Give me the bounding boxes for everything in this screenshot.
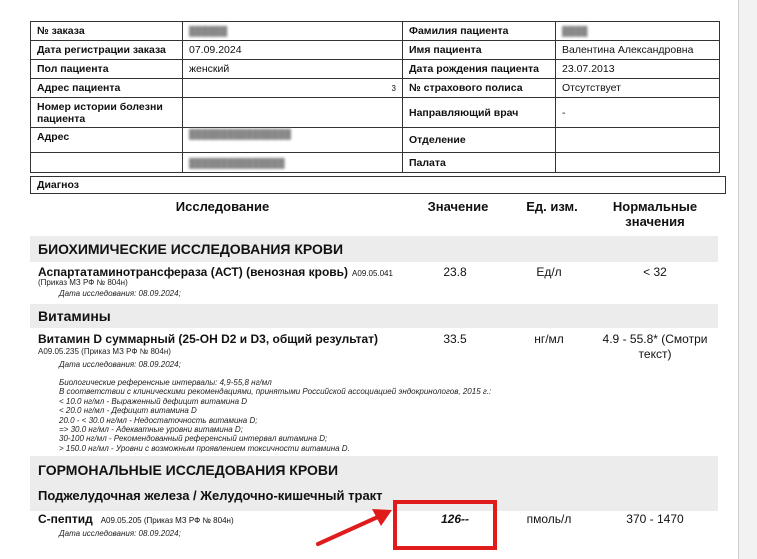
ast-date: Дата исследования: 08.09.2024; [59, 289, 181, 298]
patient-info-table [30, 21, 720, 173]
value-address-cont [183, 153, 403, 173]
label-insurance-number: № страхового полиса [403, 79, 556, 98]
value-referring-doctor: - [556, 98, 720, 128]
label-history-number: Номер истории болезни пациента [31, 98, 183, 128]
col-header-value: Значение [427, 199, 489, 214]
diagnosis-row [30, 176, 726, 194]
note-line: 20.0 - < 30.0 нг/мл - Недостаточность витамина D; [59, 415, 258, 425]
label-patient-address: Адрес пациента [31, 79, 183, 98]
vitd-reference-note [59, 378, 491, 453]
test-name-cpeptide [38, 512, 234, 526]
redacted-text: ███████████████ [189, 157, 285, 168]
section-band-vitamins [30, 304, 718, 328]
label-diagnosis: Диагноз [37, 179, 79, 191]
value-order-number [183, 22, 403, 41]
section-title-pancreas: Поджелудочная железа / Желудочно-кишечный тракт [38, 488, 383, 503]
value-department [556, 128, 720, 153]
col-header-study: Исследование [175, 199, 270, 214]
label-patient-name: Имя пациента [403, 41, 556, 60]
info-row-address2 [31, 128, 720, 153]
info-row-registration [31, 41, 720, 60]
ast-order: (Приказ МЗ РФ № 804н) [38, 278, 128, 287]
note-line: В соответствии с клиническими рекомендациями, принятыми Российской ассоциацией эндокринологов, 2015 г.: [59, 387, 492, 397]
ast-normal: < 32 [643, 265, 667, 279]
ast-code: A09.05.041 [352, 269, 393, 278]
section-title-hormones: ГОРМОНАЛЬНЫЕ ИССЛЕДОВАНИЯ КРОВИ [38, 462, 339, 478]
label-birth-date: Дата рождения пациента [403, 60, 556, 79]
vitd-normal: 4.9 - 55.8* (Смотри текст) [602, 332, 708, 361]
page-edge [738, 0, 757, 559]
vitd-order: A09.05.235 (Приказ МЗ РФ № 804н) [38, 347, 171, 356]
col-header-unit: Ед. изм. [526, 199, 578, 214]
test-name-vitd [38, 332, 378, 346]
section-title-vitamins: Витамины [38, 308, 111, 324]
cpeptide-value: 126-- [440, 512, 469, 526]
cpeptide-date: Дата исследования: 08.09.2024; [59, 529, 181, 538]
red-arrow-icon [310, 500, 400, 559]
vitd-unit: нг/мл [534, 332, 564, 346]
vitd-date: Дата исследования: 08.09.2024; [59, 360, 181, 369]
value-patient-name: Валентина Александровна [556, 41, 720, 60]
value-address [183, 128, 403, 153]
label-empty [31, 153, 183, 173]
value-registration-date: 07.09.2024 [183, 41, 403, 60]
col-header-normal: Нормальные значения [612, 199, 698, 229]
label-address: Адрес [31, 128, 183, 153]
ast-value: 23.8 [443, 265, 467, 279]
label-order-number: № заказа [31, 22, 183, 41]
redacted-text: ██████ [189, 26, 228, 36]
section-title-biochem: БИОХИМИЧЕСКИЕ ИССЛЕДОВАНИЯ КРОВИ [38, 241, 344, 257]
value-patient-surname [556, 22, 720, 41]
cpeptide-normal: 370 - 1470 [626, 512, 684, 526]
info-row-order [31, 22, 720, 41]
ast-name-text: Аспартатаминотрансфераза (АСТ) (венозная кровь) [38, 265, 349, 279]
info-row-ward [31, 153, 720, 173]
label-patient-surname: Фамилия пациента [403, 22, 556, 41]
label-registration-date: Дата регистрации заказа [31, 41, 183, 60]
value-sex: женский [183, 60, 403, 79]
value-history-number [183, 98, 403, 128]
ast-unit: Ед/л [536, 265, 562, 279]
value-patient-address: 3 [183, 79, 403, 98]
info-row-address [31, 79, 720, 98]
note-line: => 30.0 нг/мл - Адекватные уровни витамина D; [59, 425, 243, 435]
test-name-ast [38, 265, 393, 279]
note-line: > 150.0 нг/мл - Уровни с возможным проявлением токсичности витамина D. [59, 443, 350, 453]
value-ward [556, 153, 720, 173]
vitd-name-text: Витамин D суммарный (25-OH D2 и D3, общий результат) [38, 332, 379, 346]
redacted-text: ████ [562, 26, 588, 36]
section-band-biochem [30, 236, 718, 262]
info-row-sex [31, 60, 720, 79]
label-department: Отделение [403, 128, 556, 153]
info-row-history [31, 98, 720, 128]
vitd-value: 33.5 [443, 332, 467, 346]
highlight-box [393, 500, 497, 550]
note-line: < 10.0 нг/мл - Выраженный дефицит витамина D [59, 396, 248, 406]
value-birth-date: 23.07.2013 [556, 60, 720, 79]
note-line: Биологические референсные интервалы: 4,9-55,8 нг/мл [59, 378, 272, 387]
cpeptide-unit: пмоль/л [526, 512, 572, 526]
cpeptide-name-text: С-пептид [38, 512, 93, 526]
redacted-text: ████████████████ [189, 129, 292, 139]
note-line: 30-100 нг/мл - Рекомендованный референсный интервал витамина D; [59, 434, 328, 444]
label-sex: Пол пациента [31, 60, 183, 79]
cpeptide-code: A09.05.205 (Приказ МЗ РФ № 804н) [100, 516, 234, 525]
value-insurance-number: Отсутствует [556, 79, 720, 98]
note-line: < 20.0 нг/мл - Дефицит витамина D [59, 406, 197, 416]
label-ward: Палата [403, 153, 556, 173]
label-referring-doctor: Направляющий врач [403, 98, 556, 128]
